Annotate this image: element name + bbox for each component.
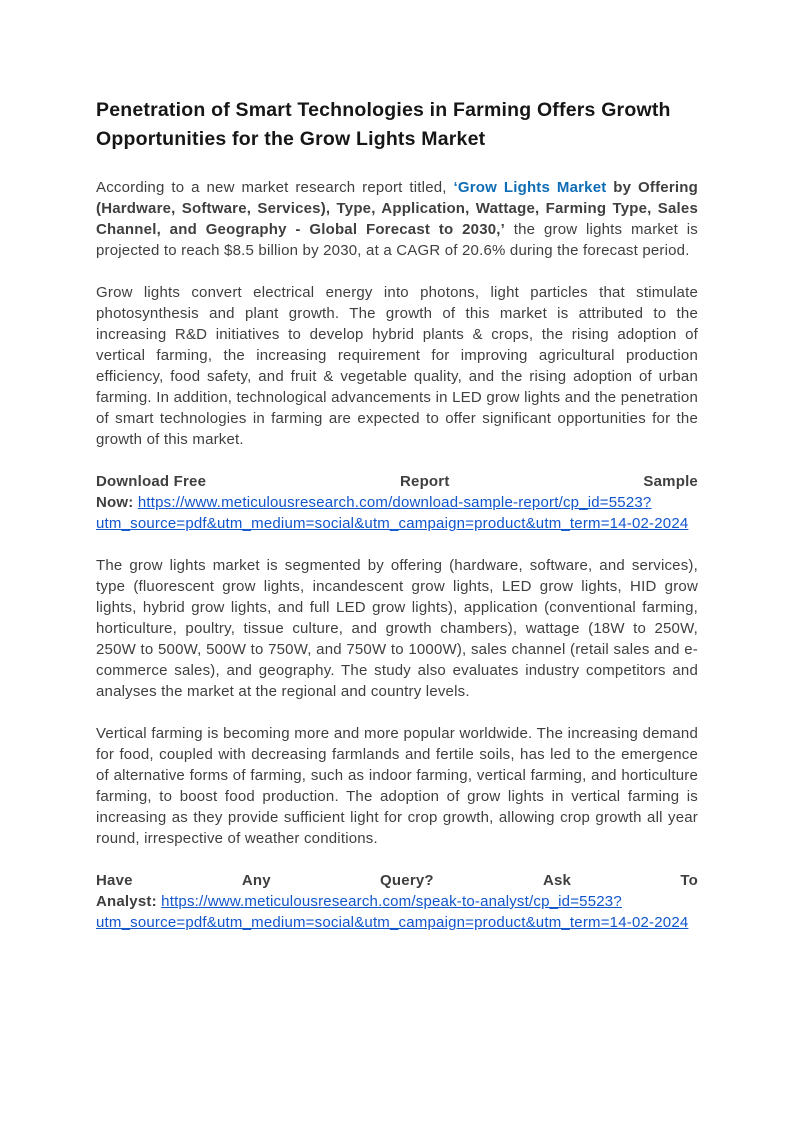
query-cta xyxy=(96,870,698,933)
cta-word-query: Query? xyxy=(380,872,434,889)
cta-word-download-free: Download Free xyxy=(96,473,207,490)
download-sample-link[interactable]: https://www.meticulousresearch.com/download-sample-report/cp_id=5523?utm_source=pdf&utm_medium=social&utm_campaign=product&utm_term=14-02-2024 xyxy=(96,494,689,532)
intro-lead: According to a new market research report titled, xyxy=(96,179,454,196)
query-cta-link-line xyxy=(96,891,698,933)
query-cta-spread-line xyxy=(96,870,698,891)
cta-word-sample: Sample xyxy=(643,473,698,490)
cta-word-report: Report xyxy=(400,473,450,490)
download-cta xyxy=(96,471,698,534)
download-cta-spread-line xyxy=(96,471,698,492)
overview-paragraph: Grow lights convert electrical energy into photons, light particles that stimulate photosynthesis and plant growth. The growth of this market is attributed to the increasing R&D initiatives to develop hybrid plants & crops, the rising adoption of vertical farming, the increasing requirement for improving agricultural production efficiency, food safety, and fruit & vegetable quality, and the rising adoption of urban farming. In addition, technological advancements in LED grow lights and the penetration of smart technologies in farming are expected to offer significant opportunities for the growth of this market. xyxy=(96,284,698,448)
cta-word-ask: Ask xyxy=(542,872,572,889)
segmentation-paragraph: The grow lights market is segmented by offering (hardware, software, and services), type (fluorescent grow lights, incandescent grow lights, LED grow lights, HID grow lights, hybrid grow lights, and full LED grow lights), application (conventional farming, horticulture, poultry, tissue culture, and growth chambers), wattage (18W to 250W, 250W to 500W, 500W to 750W, and 750W to 1000W), sales channel (retail sales and e-commerce sales), and geography. The study also evaluates industry competitors and analyses the market at the regional and country levels. xyxy=(96,557,698,700)
report-title-highlight: ‘Grow Lights Market xyxy=(453,179,607,196)
cta-word-to: To xyxy=(680,872,698,889)
download-cta-link-line xyxy=(96,492,698,534)
analyst-label: Analyst: xyxy=(96,893,157,910)
speak-to-analyst-link[interactable]: https://www.meticulousresearch.com/speak-to-analyst/cp_id=5523?utm_source=pdf&utm_medium=social&utm_campaign=product&utm_term=14-02-2024 xyxy=(96,893,689,931)
report-title-bold: by Offering (Hardware, Software, Services), Type, Application, Wattage, Farming Type, Sales Channel, and Geography - Global Forecast to 2030,’ xyxy=(96,179,698,238)
vertical-farming-paragraph: Vertical farming is becoming more and more popular worldwide. The increasing demand for food, coupled with decreasing farmlands and fertile soils, has led to the emergence of alternative forms of farming, such as indoor farming, vertical farming, and horticulture farming, to boost food production. The adoption of grow lights in vertical farming is increasing as they provide sufficient light for crop growth, allowing crop growth all year round, irrespective of weather conditions. xyxy=(96,725,698,847)
cta-word-have: Have xyxy=(96,872,133,889)
download-now-label: Now: xyxy=(96,494,134,511)
page-title: Penetration of Smart Technologies in Farming Offers Growth Opportunities for the Grow Lights Market xyxy=(96,99,671,150)
intro-tail: the grow lights market is projected to reach $8.5 billion by 2030, at a CAGR of 20.6% during the forecast period. xyxy=(96,221,698,259)
intro-paragraph xyxy=(96,177,698,261)
cta-word-any: Any xyxy=(241,872,271,889)
